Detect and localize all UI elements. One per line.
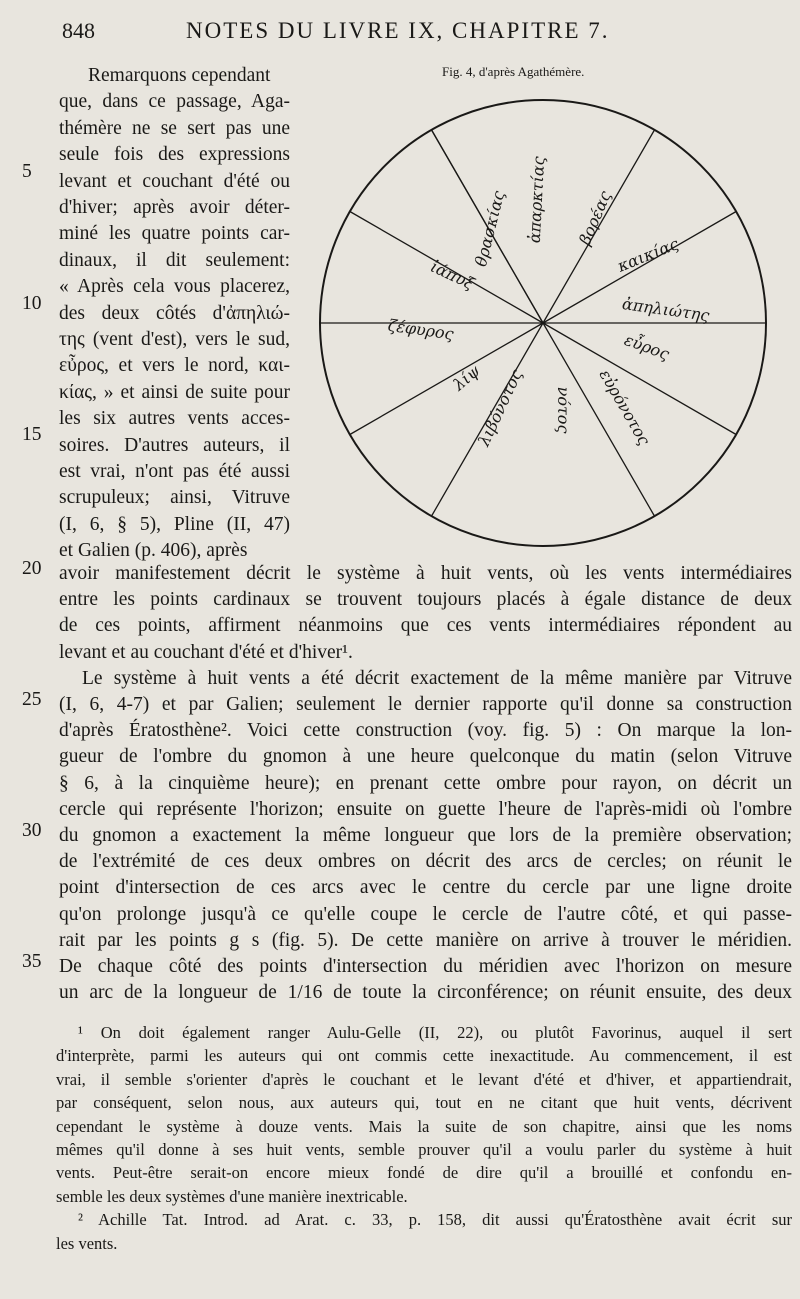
text-line: της (vent d'est), vers le sud, — [59, 329, 290, 350]
footnote-line: vents. Peut-être serait-on encore mieux fondé de dire qu'il a brouillé et confondu en- — [56, 1163, 792, 1183]
running-title: NOTES DU LIVRE IX, CHAPITRE 7. — [186, 18, 610, 43]
text-line: soires. D'autres auteurs, il — [59, 434, 290, 456]
text-line: εὖρος, et vers le nord, και- — [59, 355, 290, 377]
line-number: 10 — [22, 293, 42, 314]
text-line: Le système à huit vents a été décrit exactement de la même manière par Vitruve — [82, 667, 792, 689]
text-line: De chaque côté des points d'intersection du méridien avec l'horizon on mesure — [59, 956, 792, 977]
text-line: des deux côtés d'ἀπηλιώ- — [59, 302, 290, 324]
wind-label: εὐρόνοτος — [595, 366, 655, 449]
wind-label: νότος — [554, 386, 573, 434]
text-line: levant et au couchant d'été et d'hiver¹. — [59, 641, 353, 663]
text-line: un arc de la longueur de 1/16 de toute la circonférence; on réunit ensuite, des deux — [59, 982, 792, 1004]
footnote-line: semble les deux systèmes d'une manière inextricable. — [56, 1186, 408, 1206]
text-line: κίας, » et ainsi de suite pour — [59, 381, 290, 403]
text-line: rait par les points g s (fig. 5). De cette manière on arrive à trouver le méridien. — [59, 929, 792, 951]
text-line: (I, 6, 4-7) et par Galien; seulement le dernier rapporte qu'il donne sa construction — [59, 694, 792, 715]
wind-rose-diagram — [310, 80, 800, 560]
line-number: 25 — [22, 689, 42, 710]
footnote-line: cependant le système à douze vents. Mais la suite de son chapitre, ainsi que les noms — [56, 1116, 792, 1136]
text-line: entre les points cardinaux se trouvent toujours placés à égale distance de deux — [59, 589, 792, 611]
text-line: du gnomon a exactement la même longueur que lors de la première observation; — [59, 825, 792, 846]
footnote-line: ¹ On doit également ranger Aulu-Gelle (II, 22), ou plutôt Favorinus, auquel il sert — [78, 1023, 792, 1042]
text-line: « Après cela vous placerez, — [59, 276, 290, 298]
wind-label: καικίας — [614, 234, 682, 276]
line-number: 5 — [22, 161, 32, 182]
text-line: et Galien (p. 406), après — [59, 540, 248, 562]
wind-label: βορέας — [575, 188, 615, 248]
text-line: les six autres vents acces- — [59, 408, 290, 430]
page-number: 848 — [62, 18, 95, 43]
wind-label: ζέφυρος — [386, 315, 455, 344]
text-line: cercle qui représente l'horizon; ensuite on guette l'heure de l'après-midi où l'ombre — [59, 798, 792, 820]
text-line: levant et couchant d'été ou — [59, 170, 290, 192]
text-line: avoir manifestement décrit le système à huit vents, où les vents intermédiaires — [59, 563, 792, 584]
wind-labels — [387, 156, 711, 450]
text-line: (I, 6, § 5), Pline (II, 47) — [59, 513, 290, 535]
text-line: seule fois des expressions — [59, 144, 290, 166]
wind-label: ἀπηλιώτης — [620, 294, 711, 326]
wind-label: ἀπαρκτίας — [524, 155, 549, 244]
wind-rose-figure — [310, 60, 800, 560]
wind-label: ἰάπυξ — [427, 256, 478, 294]
text-line: dinaux, il dit seulement: — [59, 249, 290, 271]
footnote-line: mêmes qu'il donne à ses huit vents, semble prouver qu'il a voulu parler du système à huit — [56, 1140, 792, 1159]
footnote-line: vrai, il semble s'orienter d'après le couchant et le levant d'été et d'hiver, et appartiendrait, — [56, 1069, 792, 1089]
text-line: miné les quatre points car- — [59, 223, 290, 245]
text-line: gueur de l'ombre du gnomon à une heure quelconque du matin (selon Vitruve — [59, 746, 792, 768]
line-number: 30 — [22, 820, 42, 841]
footnote-line: les vents. — [56, 1233, 118, 1253]
footnote-line: par conséquent, selon nous, aux auteurs qui, tout en ne citant que huit vents, décrivent — [56, 1093, 792, 1113]
wind-label: θρασκίας — [471, 188, 509, 269]
text-line: d'hiver; après avoir déter- — [59, 197, 290, 218]
text-line: qu'on prolonge jusqu'à ce qu'elle coupe le cercle de l'autre côté, et qui passe- — [59, 903, 792, 925]
text-line: scrupuleux; ainsi, Vitruve — [59, 487, 290, 509]
footnote-line: d'interprète, parmi les auteurs qui ont commis cette inexactitude. Au commencement, il est — [56, 1046, 792, 1066]
line-number: 35 — [22, 951, 42, 972]
text-line: § 6, à la cinquième heure); en prenant cette ombre pour rayon, on décrit un — [59, 772, 792, 794]
wind-label: λίψ — [449, 361, 484, 395]
wind-label: εὖρος — [621, 329, 672, 364]
page-header — [0, 12, 800, 52]
line-number: 15 — [22, 424, 42, 445]
text-line: Remarquons cependant — [88, 65, 271, 86]
figure-caption: Fig. 4, d'après Agathémère. — [442, 64, 585, 79]
line-number: 20 — [22, 558, 42, 579]
text-line: que, dans ce passage, Aga- — [59, 91, 290, 113]
text-line: point d'intersection de ces arcs avec le centre du cercle par une ligne droite — [59, 877, 792, 899]
wind-label: λιβόνοτος — [474, 366, 526, 449]
text-line: de l'extrémité de ces deux ombres on décrit des arcs de cercles; on réunit le — [59, 851, 792, 873]
text-line: est vrai, n'ont pas été aussi — [59, 461, 290, 482]
footnote-line: ² Achille Tat. Introd. ad Arat. c. 33, p. 158, dit aussi qu'Ératosthène avait écrit sur — [78, 1210, 792, 1230]
text-line: d'après Ératosthène². Voici cette construction (voy. fig. 5) : On marque la lon- — [59, 720, 792, 742]
text-line: de ces points, affirment néanmoins que ces vents intermédiaires répondent au — [59, 615, 792, 637]
text-line: thémère ne se sert pas une — [59, 117, 290, 139]
